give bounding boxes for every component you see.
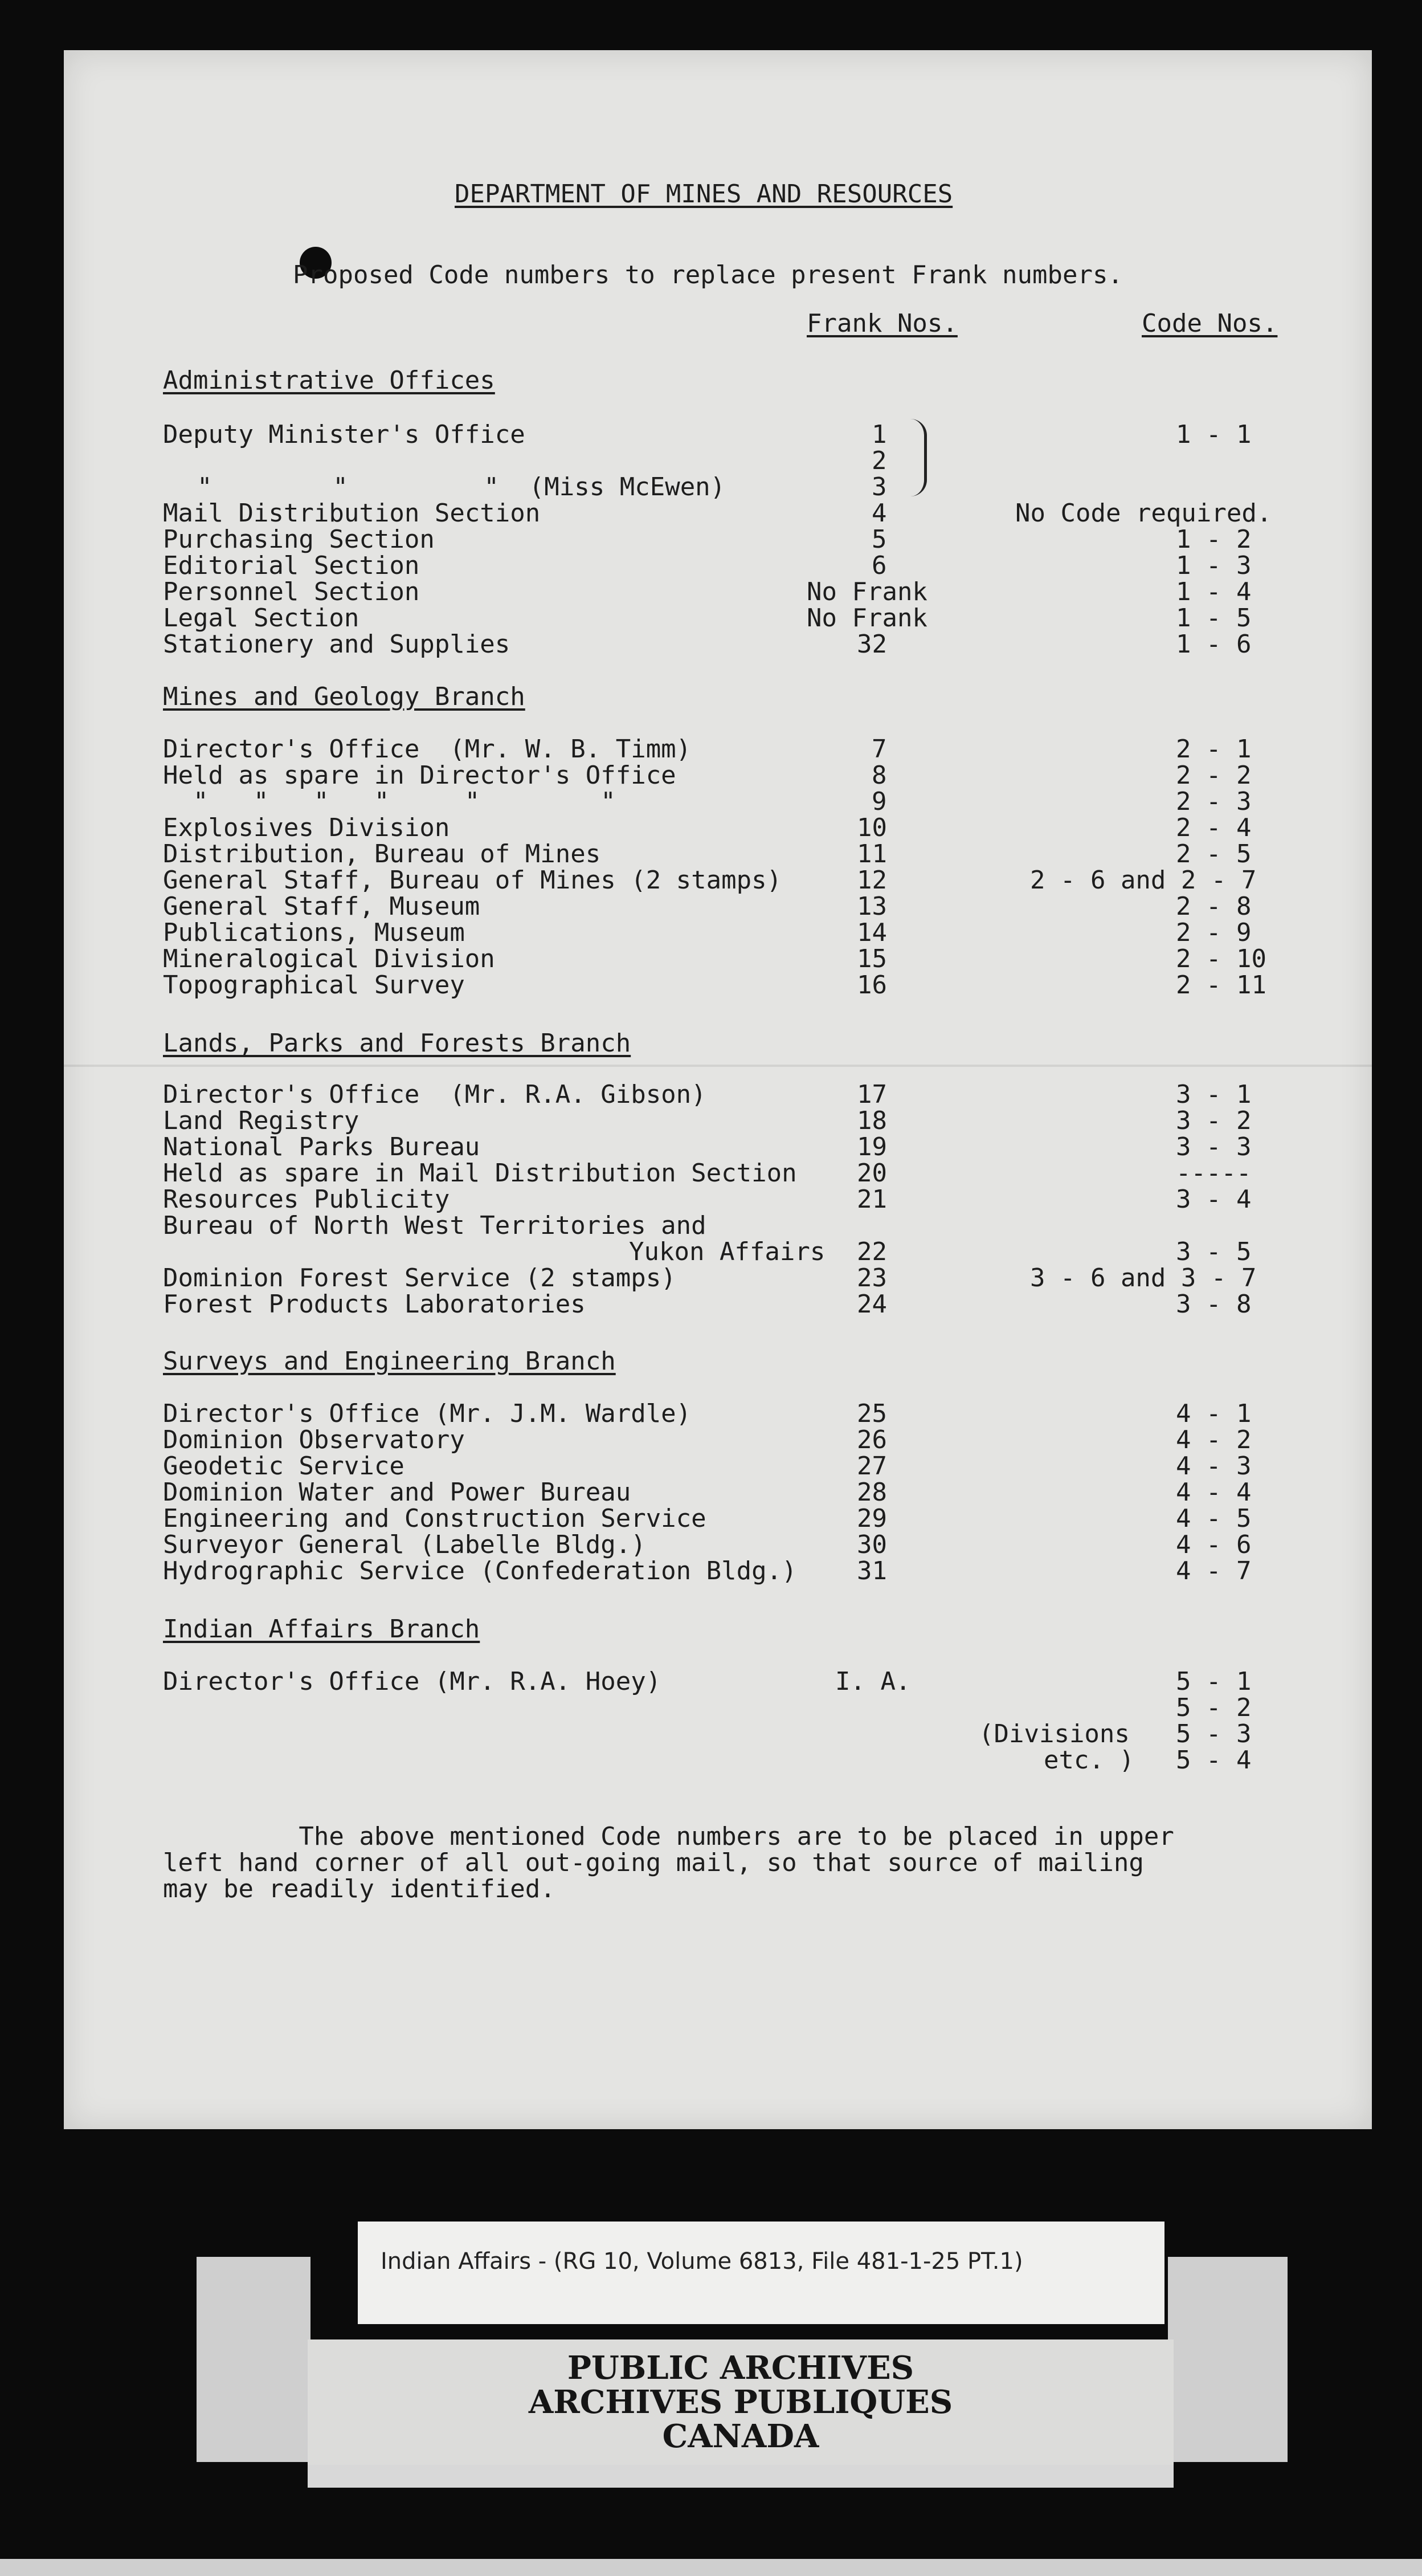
scan-bottom-edge [0, 2559, 1422, 2576]
row-frank: 32 [857, 630, 887, 659]
row-name: (Divisions [979, 1719, 1130, 1748]
row-code: 4 - 4 [1176, 1478, 1252, 1507]
row-frank: 30 [857, 1530, 887, 1559]
row-name: Forest Products Laboratories [163, 1290, 586, 1319]
row-name: Engineering and Construction Service [163, 1504, 706, 1533]
row-code: 2 - 5 [1176, 839, 1252, 869]
row-name: Resources Publicity [163, 1185, 450, 1214]
row-name: Personnel Section [163, 577, 420, 606]
row-code: 1 - 6 [1176, 630, 1252, 659]
row-frank: 5 [872, 525, 887, 554]
row-code: 3 - 6 and 3 - 7 [1030, 1263, 1257, 1293]
row-name: Dominion Forest Service (2 stamps) [163, 1263, 676, 1293]
row-name: Bureau of North West Territories and [163, 1211, 706, 1240]
row-code: 4 - 5 [1176, 1504, 1252, 1533]
note-line: may be readily identified. [163, 1874, 555, 1904]
section-heading-indian: Indian Affairs Branch [163, 1615, 480, 1644]
row-frank: No Frank [807, 604, 927, 633]
row-name: Dominion Water and Power Bureau [163, 1478, 631, 1507]
row-code: ----- [1176, 1159, 1252, 1188]
row-code: 5 - 4 [1176, 1746, 1252, 1775]
row-code: 3 - 4 [1176, 1185, 1252, 1214]
row-code: 2 - 2 [1176, 761, 1252, 790]
row-code: 3 - 3 [1176, 1132, 1252, 1161]
row-frank: 7 [872, 735, 887, 764]
row-name: Director's Office (Mr. W. B. Timm) [163, 735, 692, 764]
row-frank: 9 [872, 787, 887, 816]
row-frank: 4 [872, 499, 887, 528]
row-frank: 18 [857, 1106, 887, 1135]
row-name: Hydrographic Service (Confederation Bldg.) [163, 1556, 797, 1585]
row-name: Director's Office (Mr. J.M. Wardle) [163, 1399, 692, 1428]
row-code: 3 - 1 [1176, 1080, 1252, 1109]
row-name: Director's Office (Mr. R.A. Hoey) [163, 1667, 661, 1696]
row-name: " " " " " " [163, 787, 616, 816]
row-code: 4 - 1 [1176, 1399, 1252, 1428]
archive-card-left [197, 2257, 310, 2462]
row-code: 2 - 1 [1176, 735, 1252, 764]
row-frank: 17 [857, 1080, 887, 1109]
row-name: Stationery and Supplies [163, 630, 510, 659]
row-frank: 25 [857, 1399, 887, 1428]
row-frank: 2 [872, 446, 887, 475]
note-line: The above mentioned Code numbers are to be placed in upper [163, 1822, 1174, 1851]
section-heading-lands: Lands, Parks and Forests Branch [163, 1029, 631, 1058]
row-frank: 3 [872, 472, 887, 502]
row-frank: 31 [857, 1556, 887, 1585]
row-frank: 1 [872, 420, 887, 449]
row-frank: 29 [857, 1504, 887, 1533]
row-code: 1 - 4 [1176, 577, 1252, 606]
row-code: 4 - 2 [1176, 1425, 1252, 1454]
row-code: 2 - 4 [1176, 813, 1252, 842]
row-frank: 20 [857, 1159, 887, 1188]
row-name: Distribution, Bureau of Mines [163, 839, 601, 869]
archive-stamp-line: PUBLIC ARCHIVES [567, 2349, 914, 2387]
row-frank: 21 [857, 1185, 887, 1214]
row-frank: 15 [857, 944, 887, 973]
archive-stamp-line: CANADA [662, 2418, 819, 2455]
page-fold [64, 1065, 1372, 1067]
code-column-header: Code Nos. [1142, 309, 1278, 338]
row-name: Mail Distribution Section [163, 499, 541, 528]
row-name: General Staff, Bureau of Mines (2 stamps) [163, 866, 782, 895]
archive-stamp-line: ARCHIVES PUBLIQUES [528, 2383, 953, 2421]
row-name: Held as spare in Mail Distribution Section [163, 1159, 797, 1188]
archive-card-right [1168, 2257, 1288, 2462]
section-heading-mines: Mines and Geology Branch [163, 682, 525, 711]
section-heading-surveys: Surveys and Engineering Branch [163, 1347, 616, 1376]
row-frank: 22 [857, 1237, 887, 1266]
row-frank: 14 [857, 918, 887, 947]
row-name: Publications, Museum [163, 918, 465, 947]
row-name: Editorial Section [163, 551, 420, 580]
row-code: 3 - 2 [1176, 1106, 1252, 1135]
row-name: Legal Section [163, 604, 359, 633]
row-frank: 13 [857, 892, 887, 921]
row-frank: 19 [857, 1132, 887, 1161]
row-name: Surveyor General (Labelle Bldg.) [163, 1530, 646, 1559]
row-name: Dominion Observatory [163, 1425, 465, 1454]
row-code: 3 - 5 [1176, 1237, 1252, 1266]
row-code: 2 - 10 [1176, 944, 1266, 973]
row-code: 3 - 8 [1176, 1290, 1252, 1319]
row-name: Topographical Survey [163, 971, 465, 1000]
row-code: 2 - 3 [1176, 787, 1252, 816]
row-frank: 12 [857, 866, 887, 895]
row-code: 1 - 5 [1176, 604, 1252, 633]
row-name: Purchasing Section [163, 525, 435, 554]
row-code: 2 - 8 [1176, 892, 1252, 921]
row-code: 4 - 3 [1176, 1452, 1252, 1481]
row-name: Held as spare in Director's Office [163, 761, 676, 790]
frank-column-header: Frank Nos. [807, 309, 958, 338]
row-frank: 10 [857, 813, 887, 842]
section-heading-admin: Administrative Offices [163, 366, 495, 395]
brace-bracket [910, 419, 927, 496]
row-code: 2 - 6 and 2 - 7 [1030, 866, 1257, 895]
row-code: 2 - 11 [1176, 971, 1266, 1000]
row-name: " " " (Miss McEwen) [197, 472, 726, 502]
row-name: General Staff, Museum [163, 892, 480, 921]
row-frank: No Frank [807, 577, 927, 606]
document-title: DEPARTMENT OF MINES AND RESOURCES [455, 180, 953, 209]
row-frank: 24 [857, 1290, 887, 1319]
row-frank: I. A. [835, 1667, 911, 1696]
row-code: No Code required. [1015, 499, 1272, 528]
row-code: 5 - 3 [1176, 1719, 1252, 1748]
archive-stripe [308, 2465, 1174, 2488]
row-name: Explosives Division [163, 813, 450, 842]
row-name: etc. ) [1044, 1746, 1134, 1775]
archive-stamp [319, 2351, 1162, 2453]
row-name: Director's Office (Mr. R.A. Gibson) [163, 1080, 706, 1109]
row-name: Deputy Minister's Office [163, 420, 525, 449]
note-line: left hand corner of all out-going mail, so that source of mailing [163, 1848, 1144, 1877]
row-frank: 16 [857, 971, 887, 1000]
row-code: 1 - 1 [1176, 420, 1252, 449]
row-frank: 11 [857, 839, 887, 869]
row-name: Mineralogical Division [163, 944, 495, 973]
row-code: 2 - 9 [1176, 918, 1252, 947]
document-subtitle: Proposed Code numbers to replace present Frank numbers. [293, 260, 1123, 290]
row-name: Geodetic Service [163, 1452, 404, 1481]
row-code: 4 - 6 [1176, 1530, 1252, 1559]
archive-reference: Indian Affairs - (RG 10, Volume 6813, File 481-1-25 PT.1) [381, 2248, 1023, 2275]
row-frank: 8 [872, 761, 887, 790]
row-frank: 23 [857, 1263, 887, 1293]
row-code: 5 - 1 [1176, 1667, 1252, 1696]
row-code: 5 - 2 [1176, 1693, 1252, 1722]
row-frank: 27 [857, 1452, 887, 1481]
row-name: Land Registry [163, 1106, 359, 1135]
row-code: 1 - 3 [1176, 551, 1252, 580]
row-code: 1 - 2 [1176, 525, 1252, 554]
row-frank: 26 [857, 1425, 887, 1454]
row-code: 4 - 7 [1176, 1556, 1252, 1585]
row-frank: 6 [872, 551, 887, 580]
row-name: Yukon Affairs [629, 1237, 826, 1266]
row-frank: 28 [857, 1478, 887, 1507]
row-name: National Parks Bureau [163, 1132, 480, 1161]
